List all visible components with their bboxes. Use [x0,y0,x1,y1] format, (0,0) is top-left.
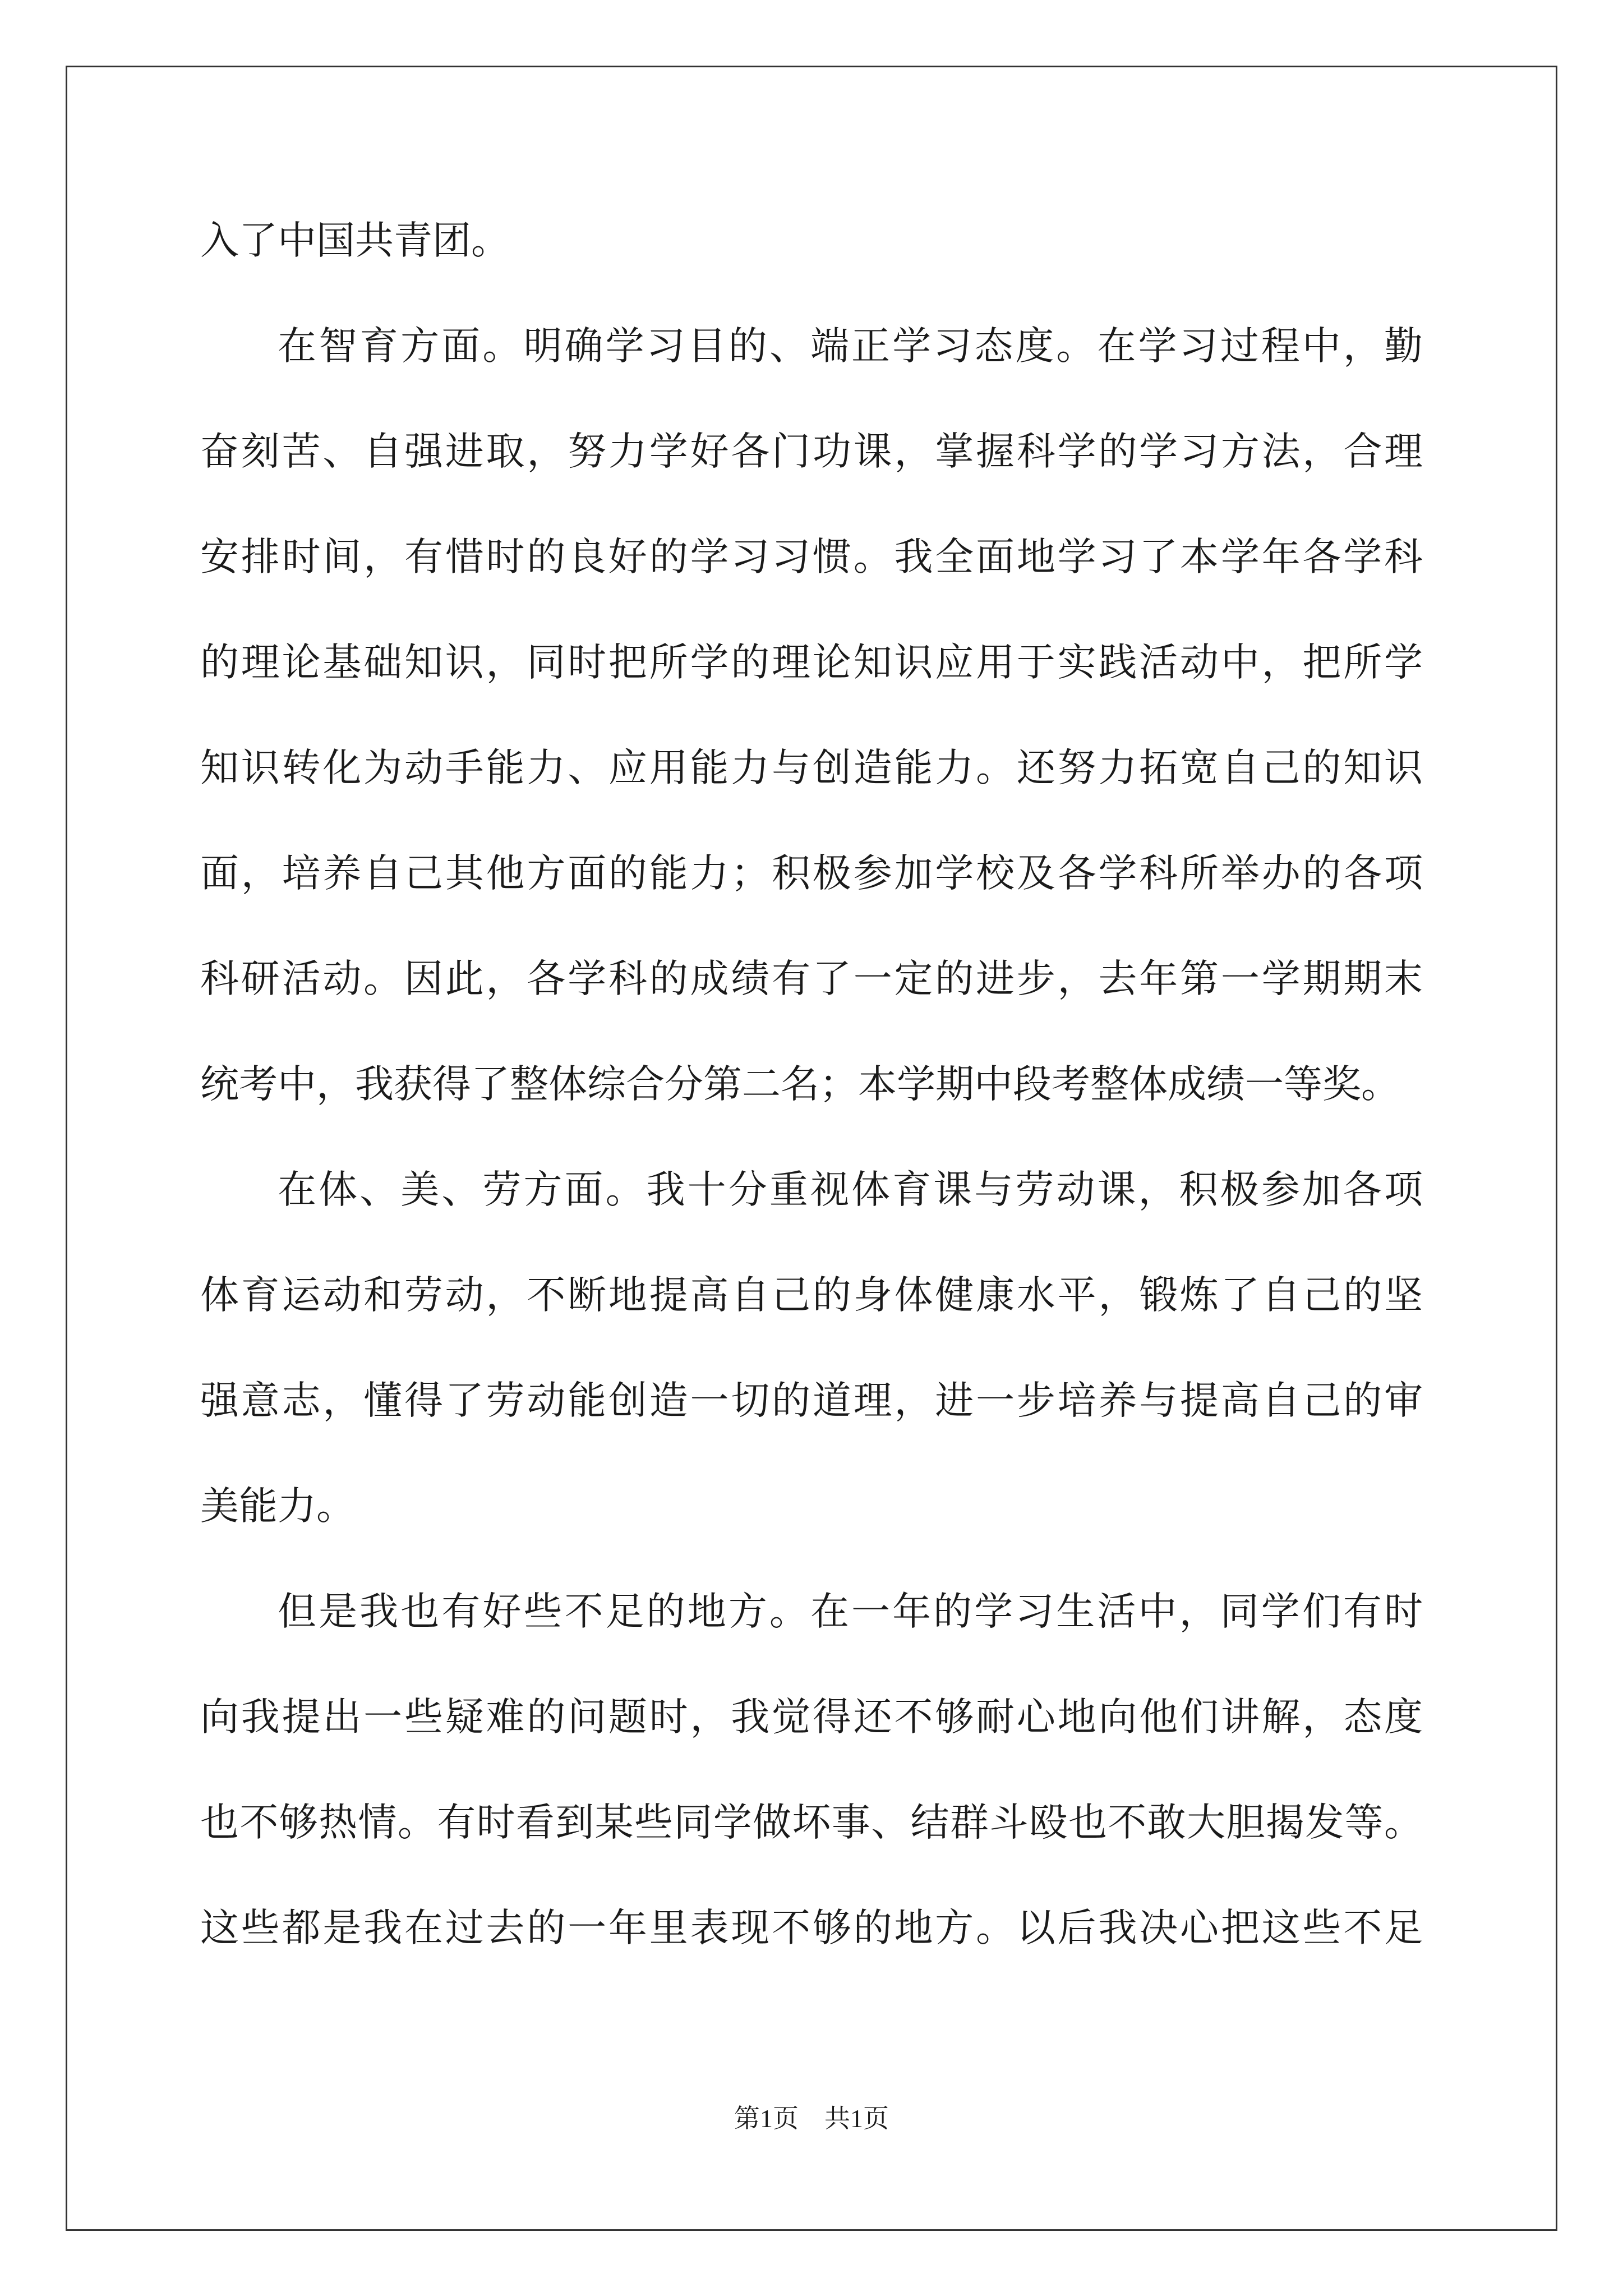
text-line: 安排时间，有惜时的良好的学习习惯。我全面地学习了本学年各学科 [200,535,1423,579]
text-line: 也不够热情。有时看到某些同学做坏事、结群斗殴也不敢大胆揭发等。 [200,1800,1423,1845]
text-line: 面，培养自己其他方面的能力；积极参加学校及各学科所举办的各项 [200,851,1423,896]
text-line: 在智育方面。明确学习目的、端正学习态度。在学习过程中，勤 [278,324,1423,369]
page-footer: 第1页 共1页 [734,2104,889,2133]
text-line: 向我提出一些疑难的问题时，我觉得还不够耐心地向他们讲解，态度 [200,1695,1423,1740]
text-line: 体育运动和劳动，不断地提高自己的身体健康水平，锻炼了自己的坚 [200,1273,1423,1318]
text-line: 统考中，我获得了整体综合分第二名；本学期中段考整体成绩一等奖。 [200,1062,1400,1107]
text-line: 知识转化为动手能力、应用能力与创造能力。还努力拓宽自己的知识 [200,746,1423,790]
text-line: 奋刻苦、自强进取，努力学好各门功课，掌握科学的学习方法，合理 [200,429,1423,474]
body-text [200,188,1423,1981]
text-line: 在体、美、劳方面。我十分重视体育课与劳动课，积极参加各项 [278,1167,1423,1212]
text-line: 但是我也有好些不足的地方。在一年的学习生活中，同学们有时 [278,1589,1423,1634]
text-line: 强意志，懂得了劳动能创造一切的道理，进一步培养与提高自己的审 [200,1378,1423,1423]
text-line: 这些都是我在过去的一年里表现不够的地方。以后我决心把这些不足 [200,1906,1423,1950]
text-line: 的理论基础知识，同时把所学的理论知识应用于实践活动中，把所学 [200,640,1423,685]
text-line: 美能力。 [200,1484,355,1529]
text-line: 科研活动。因此，各学科的成绩有了一定的进步，去年第一学期期末 [200,956,1423,1001]
text-line: 入了中国共青团。 [200,218,510,263]
